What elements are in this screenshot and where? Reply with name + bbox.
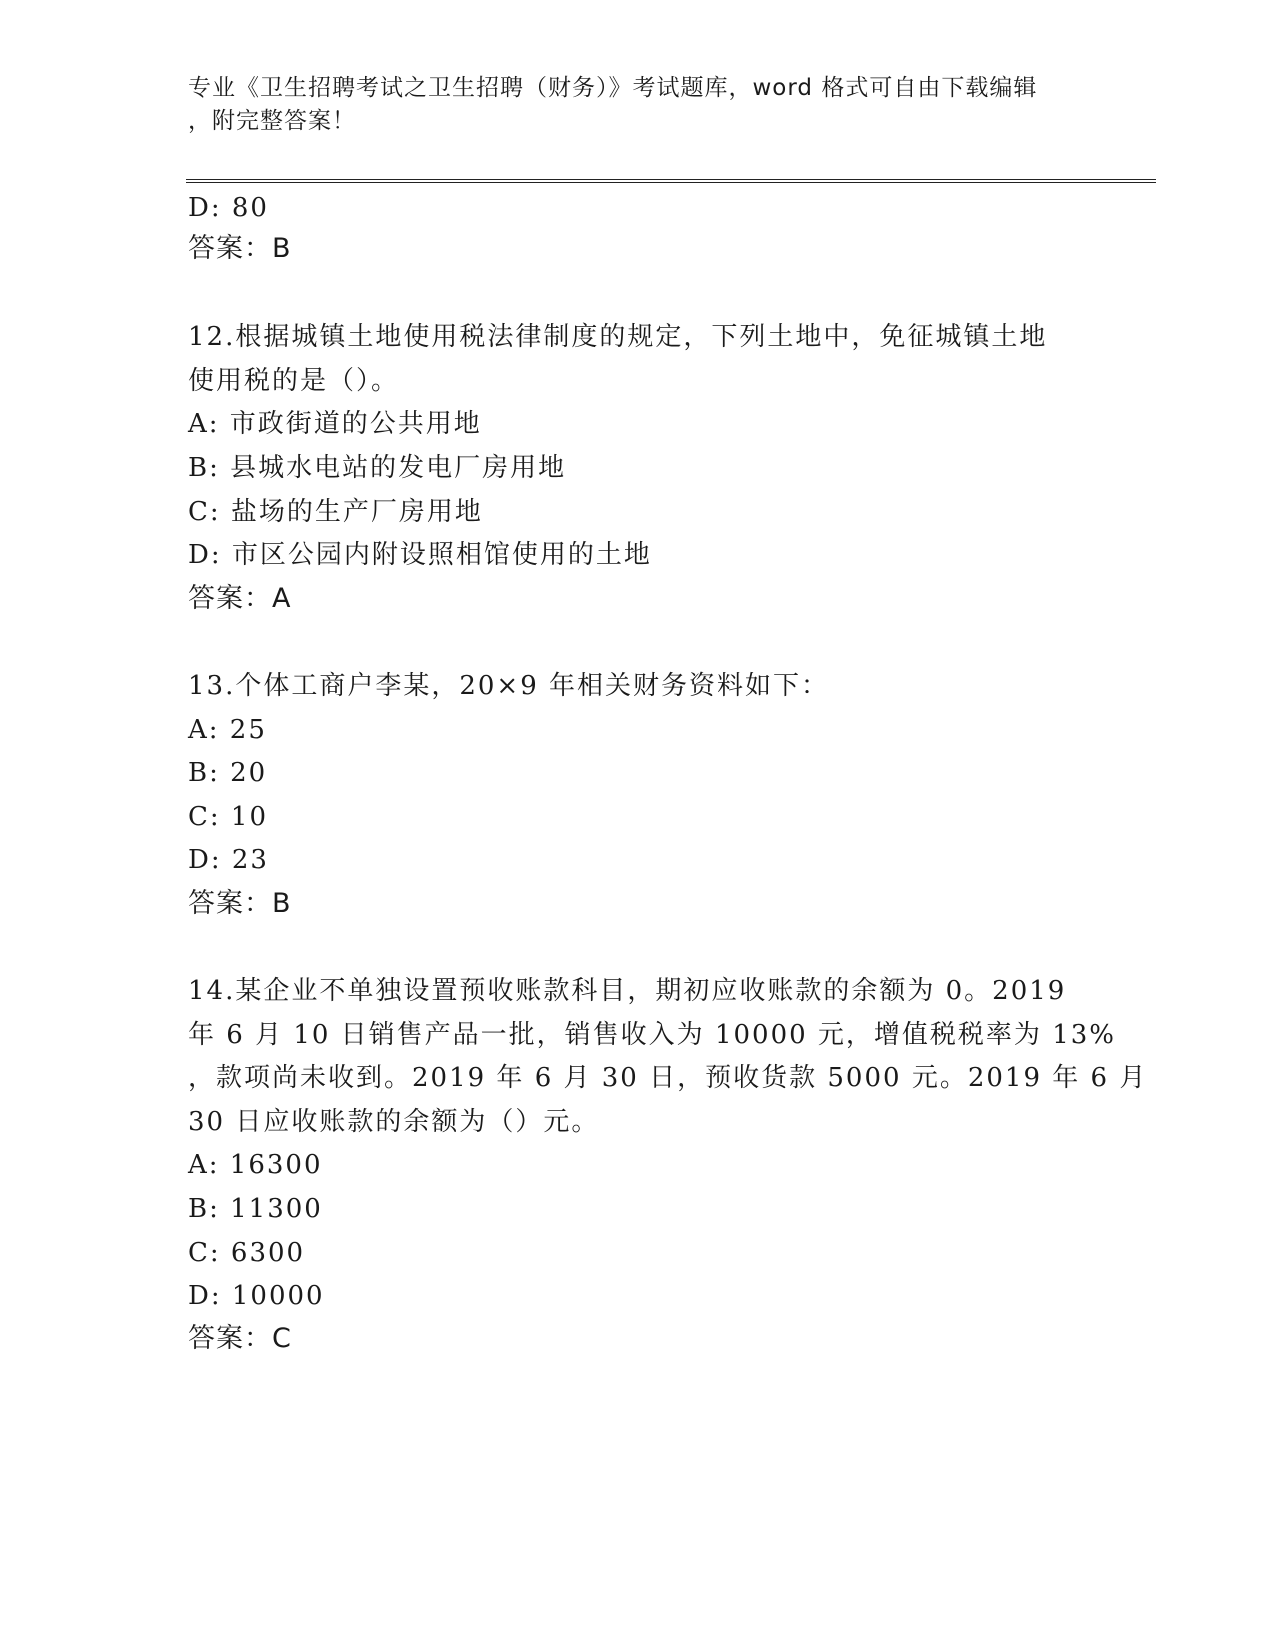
header-divider bbox=[186, 179, 1156, 183]
header-title-line-2: ，附完整答案！ bbox=[188, 108, 356, 134]
document-header bbox=[188, 72, 1088, 138]
prev-option-d: D: 80 bbox=[188, 193, 269, 223]
q14-option-b: B: 11300 bbox=[188, 1194, 323, 1224]
q14-option-d: D: 10000 bbox=[188, 1281, 325, 1311]
q13-option-b: B: 20 bbox=[188, 758, 268, 788]
q14-option-a: A: 16300 bbox=[188, 1150, 323, 1180]
q12-stem-line-2: 使用税的是（）。 bbox=[188, 366, 400, 396]
q12-option-c: C: 盐场的生产厂房用地 bbox=[188, 497, 483, 527]
q14-stem-line-4: 30 日应收账款的余额为（）元。 bbox=[188, 1107, 600, 1137]
q14-stem-line-3: ，款项尚未收到。2019 年 6 月 30 日，预收货款 5000 元。2019 年 6 月 bbox=[188, 1063, 1148, 1093]
q14-option-c: C: 6300 bbox=[188, 1238, 306, 1268]
q12-option-a: A: 市政街道的公共用地 bbox=[188, 409, 482, 439]
q14-stem-line-1: 14.某企业不单独设置预收账款科目，期初应收账款的余额为 0。2019 bbox=[188, 976, 1067, 1006]
q14-answer: 答案：C bbox=[188, 1323, 292, 1354]
q13-stem-line-1: 13.个体工商户李某，20×9 年相关财务资料如下： bbox=[188, 671, 830, 701]
q12-option-d: D: 市区公园内附设照相馆使用的土地 bbox=[188, 540, 652, 570]
prev-answer: 答案：B bbox=[188, 233, 292, 264]
q12-stem-line-1: 12.根据城镇土地使用税法律制度的规定，下列土地中，免征城镇土地 bbox=[188, 322, 1048, 352]
q12-answer: 答案：A bbox=[188, 583, 292, 614]
header-title-line-1: 专业《卫生招聘考试之卫生招聘（财务）》考试题库，word 格式可自由下载编辑 bbox=[188, 75, 1038, 101]
q14-stem-line-2: 年 6 月 10 日销售产品一批，销售收入为 10000 元，增值税税率为 13% bbox=[188, 1020, 1116, 1050]
q12-option-b: B: 县城水电站的发电厂房用地 bbox=[188, 453, 567, 483]
q13-option-c: C: 10 bbox=[188, 802, 269, 832]
q13-answer: 答案：B bbox=[188, 888, 292, 919]
q13-option-d: D: 23 bbox=[188, 845, 269, 875]
q13-option-a: A: 25 bbox=[188, 715, 267, 745]
